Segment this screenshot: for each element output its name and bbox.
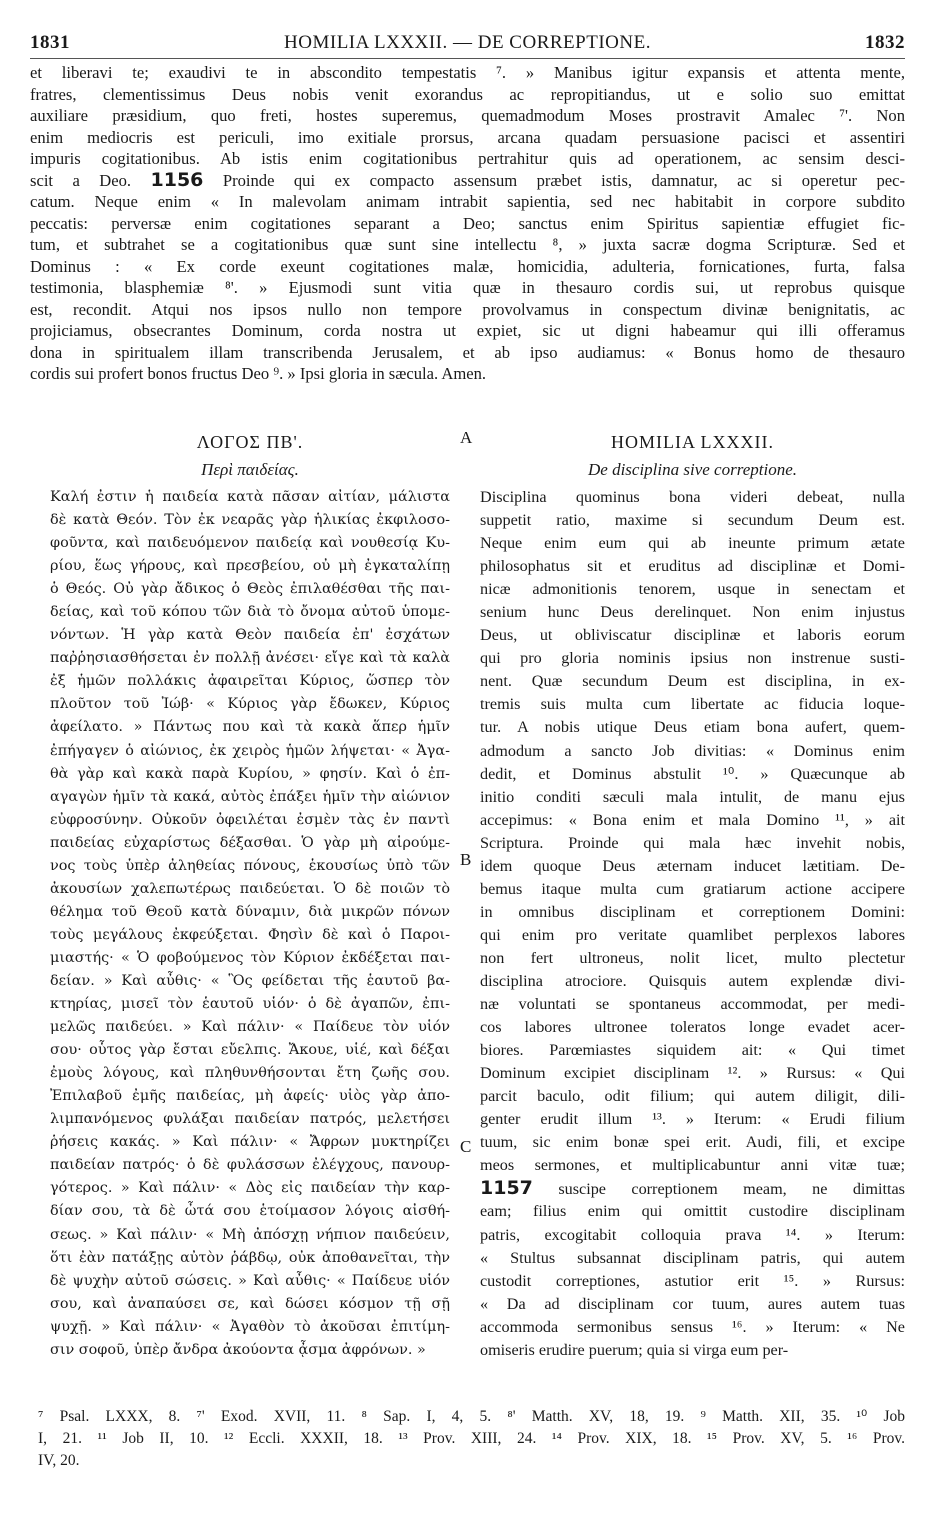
running-header	[30, 32, 905, 60]
text-fragment: Proinde qui ex compacto assensum præbet istis, damnatur, ac si operetur pec-	[203, 170, 906, 190]
text-line: ὁ Θεός. Οὐ γὰρ ἄδικος ὁ Θεὸς ἐπιλαθέσθαι τῆς παι-	[50, 581, 450, 598]
text-line: testimonia, blasphemiæ ⁸'. » Ejusmodi sunt vitia quæ in thesauro cordis sui, ut reprobus quisque	[30, 278, 905, 297]
text-line: accommoda sermonibus sensus ¹⁶. » Iterum: « Ne	[480, 1317, 905, 1336]
text-fragment: suscipe correptionem meam, ne dimittas	[558, 1180, 905, 1199]
text-line: cordis sui profert bonos fructus Deo ⁹. » Ipsi gloria in sæcula. Amen.	[30, 364, 487, 383]
text-line: ὅτι ἐὰν πατάξῃς αὐτὸν ῥάβδῳ, οὐκ ἀποθανεῖται, τὴν	[50, 1249, 450, 1266]
text-line: δὲ κατὰ Θεόν. Τὸν ἐκ νεαρᾶς γὰρ ἡλικίας ἐκφιλοσο-	[50, 512, 450, 529]
text-line: custodit correptiones, astutior erit ¹⁵. » Rursus:	[480, 1271, 905, 1290]
text-line: qui enim pro veritate quamlibet perplexos labores	[480, 925, 905, 944]
text-line: « Stultus subsannat disciplinam patris, qui autem	[480, 1248, 905, 1267]
text-line: Disciplina quominus bona videri debeat, nulla	[480, 488, 905, 506]
text-line: biores. Parœmiastes siquidem ait: « Qui timet	[480, 1041, 905, 1060]
column-number-1157: 1157	[480, 1177, 533, 1200]
text-line: ἐπήγαγεν ὁ αἰώνιος, ἐκ χειρὸς ἡμῶν λήψεται· « Ἀγα-	[50, 742, 450, 759]
text-line: γότερος. » Καὶ πάλιν· « Δὸς εἰς παιδείαν τὴν καρ-	[50, 1180, 450, 1197]
text-line: accepimus: « Bona enim et mala Domino ¹¹, » ait	[480, 810, 905, 829]
text-fragment: scit a Deo.	[30, 170, 132, 190]
text-line: auxiliare præsidium, quo freti, hostes superemus, quemadmodum Moses prostravit Amalec ⁷'. Non	[30, 106, 905, 125]
page-number-left: 1831	[30, 32, 70, 53]
text-line: σεως. » Καὶ πάλιν· « Μὴ ἀπόσχῃ νήπιον παιδεύειν,	[50, 1226, 450, 1243]
text-line: tur. A nobis utique Deus etiam bona aufert, quem-	[480, 718, 905, 737]
text-line: ἀκουσίων χαλεπωτέρως παιδεύεται. Ὁ δὲ ποιῶν τὸ	[50, 880, 450, 897]
text-line: δείαν. » Καὶ αὖθις· « Ὃς φείδεται τῆς ἑαυτοῦ βα-	[50, 972, 450, 989]
latin-heading: HOMILIA LXXXII.	[611, 432, 774, 452]
text-line: disciplina atrociore. Quisquis autem explendæ divi-	[480, 971, 905, 990]
section-marker-a: A	[460, 428, 473, 447]
text-line: σιν σοφοῦ, ὑπὲρ ἄνδρα ἀκούοντα ᾆσμα ἀφρόνων. »	[50, 1341, 426, 1358]
text-line: θέλημα τοῦ Θεοῦ κατὰ δύναμιν, διὰ μικρῶν πόνων	[50, 903, 450, 920]
greek-column	[50, 432, 450, 1362]
text-line: παῤῥησιασθήσεται ἐν πολλῇ ἀνέσει· εἴγε καὶ τὰ καλὰ	[50, 650, 450, 667]
text-line: initio conditi sæculi mala intulit, de manu ejus	[480, 787, 905, 806]
text-line: Neque enim eum qui ab ineunte primum ætate	[480, 534, 905, 553]
text-line: παιδείαν πατρός· ὁ δὲ φυλάσσων ἐλέγχους, πανουρ-	[50, 1157, 450, 1174]
latin-body	[480, 486, 905, 1362]
text-line: omiseris erudire puerum; quia si virga eum per-	[480, 1340, 789, 1359]
text-line: ἐμοὺς λόγους, καὶ πληθυνθήσονται ἔτη ζωῆς σου.	[50, 1065, 450, 1082]
text-line: ἀφείλατο. » Πάντως που καὶ τὰ κακὰ ἅπερ ἡμῖν	[50, 719, 450, 736]
text-line: Dominus : « Ex corde exeunt cogitationes malæ, homicidia, adulteria, fornicationes, furta, falsa	[30, 256, 905, 276]
text-line: θὰ γὰρ καὶ κακὰ παρὰ Κυρίου, » φησίν. Καὶ ὁ ἐπ-	[50, 765, 450, 782]
footnote-line: I, 21. ¹¹ Job II, 10. ¹² Eccli. XXXII, 18. ¹³ Prov. XIII, 24. ¹⁴ Prov. XIX, 18. ¹⁵ Prov. XV, 5. ¹⁶ Prov.	[38, 1430, 905, 1447]
text-line: parcit baculo, odit filium; qui autem diligit, dili-	[480, 1087, 905, 1106]
text-line: eam; filius enim qui omittit custodire disciplinam	[480, 1202, 905, 1221]
text-line: κτηρίας, μισεῖ τὸν ἑαυτοῦ υἱόν· ὁ δὲ ἀγαπῶν, ἐπι-	[50, 996, 450, 1013]
text-line: impuris cogitationibus. Ab istis enim cogitationibus pertrahitur quis ad operationem, ac sensim desci-	[30, 149, 905, 168]
text-line: bemus itaque multa cum gratiarum actione accipere	[480, 879, 905, 898]
footnote-line: IV, 20.	[38, 1452, 80, 1469]
page-number-right: 1832	[865, 32, 905, 53]
text-line: νόντων. Ἡ γὰρ κατὰ Θεὸν παιδεία ἐπ' ἐσχάτων	[50, 627, 450, 644]
text-line: idem quoque Deus æternam inducet lætitiam. De-	[480, 856, 905, 875]
running-title: HOMILIA LXXXII. — DE CORREPTIONE.	[284, 32, 651, 53]
text-line: senium hunc Deus derelinquet. Non enim injustus	[480, 603, 905, 622]
text-line: Ἐπιλαβοῦ ἐμῆς παιδείας, μὴ ἀφείς· υἱὸς γὰρ ἀπο-	[50, 1088, 450, 1105]
text-line: πλοῦτον τοῦ Ἰώβ· « Κύριος γὰρ ἔδωκεν, Κύριος	[50, 696, 450, 713]
text-line: tuum, sic enim bonæ spei erit. Audi, fili, et excipe	[480, 1133, 905, 1152]
text-line: catum. Neque enim « In malevolam animam intrabit sapientia, sed nec habitabit in corpore subdito	[30, 192, 905, 211]
greek-heading: ΛΟΓΟΣ ΠΒ'.	[196, 432, 304, 452]
text-line: παιδείας εὐχαρίστως δέξασθαι. Ὁ γὰρ μὴ αἱρούμε-	[50, 834, 450, 851]
text-line: αγαγὼν ἡμῖν τὰ κακά, αὐτὸς ἐπάξει ἡμῖν τὴν αἰώνιον	[50, 788, 450, 805]
text-line: δίαν σου, τὰ δὲ ὦτά σου ἑτοίμασον λόγοις αἰσθή-	[50, 1203, 450, 1220]
section-marker-c: C	[460, 1137, 472, 1156]
text-line: qui pro gloria nominis ipsius non instrenue susti-	[480, 649, 905, 668]
text-line: Scriptura. Proinde qui mala hæc invehit nobis,	[480, 833, 905, 852]
latin-column	[480, 432, 905, 1362]
text-line: μιαστής· « Ὁ φοβούμενος τὸν Κύριον ἐκδέξεται παι-	[50, 949, 450, 966]
text-line: projiciamus, obsecrantes Dominum, corda nostra ut expiet, sic ut digni habeamur qui illi offeramus	[30, 321, 905, 340]
header-rule	[30, 58, 905, 59]
text-line: meos sermones, et multiplicabuntur anni vitæ tuæ;	[480, 1156, 905, 1175]
footnotes	[38, 1406, 905, 1472]
text-line: Dominum excipiet disciplinam ¹². » Rursus: « Qui	[480, 1064, 905, 1083]
latin-subheading: De disciplina sive correptione.	[588, 460, 797, 479]
text-line: εὐφροσύνην. Οὐκοῦν ὀφειλέται ἐσμὲν τὰς ἐν παντὶ	[50, 811, 450, 828]
text-line: λιμπανόμενος φυλάξαι παιδείαν πατρός, μελετήσει	[50, 1111, 450, 1128]
text-line: μελῶς παιδεύει. » Καὶ πάλιν· « Παίδευε τὸν υἱόν	[50, 1019, 450, 1036]
text-line: cos labores ultronee toleratos longe evadet acer-	[480, 1018, 905, 1037]
text-line: enim mediocris est periculi, imo exitiale prorsus, arcana quadam persuasione pacisci et assentiri	[30, 127, 905, 147]
text-line: ἐξ ἡμῶν πολλάκις ἀφαιρεῖται Κύριος, ὥσπερ τὸν	[50, 673, 450, 690]
text-line-with-margin-number	[30, 170, 905, 192]
text-line: peccatis: perversæ enim cogitationes separant a Deo; sanctus enim Spiritus sapientiæ effugiet fic-	[30, 213, 905, 233]
text-line: philosophatus sit et eruditus ad disciplinæ et Domi-	[480, 557, 905, 576]
greek-subheading: Περὶ παιδείας.	[201, 460, 299, 479]
text-line: τοὺς μεγάλους ἐκφεύξεται. Φησὶν δὲ καὶ ὁ Παροι-	[50, 926, 450, 943]
text-line: φοῦντα, καὶ παιδευόμενον παιδείᾳ καὶ νουθεσίᾳ Κυ-	[50, 535, 450, 552]
text-line: nicæ admonitionis tenorem, usque in senectam et	[480, 580, 905, 599]
text-line: est, recondit. Atqui nos ipsos nullo non tempore provolvamus in conspectum divinæ benignitatis, ac	[30, 299, 905, 319]
text-line: suppetit ratio, maxime si secundum Deum est.	[480, 511, 905, 530]
text-line: tum, et subtrahet se a cogitationibus quæ sunt sine intellectu ⁸, » juxta sacræ dogma Scripturæ. Sed et	[30, 235, 905, 254]
text-line: ῥήσεις κακάς. » Καὶ πάλιν· « Ἄφρων μυκτηρίζει	[50, 1134, 450, 1151]
greek-body	[50, 486, 450, 1362]
text-line: non fert ultroneus, nolit licet, multo plectetur	[480, 948, 905, 967]
text-line: Deus, ut obliviscatur disciplinæ et laboris eorum	[480, 626, 905, 645]
text-line: ψυχῇ. » Καὶ πάλιν· « Ἀγαθὸν τὸ ἀκοῦσαι ἐπιτίμη-	[50, 1318, 450, 1335]
text-line: dona in spiritualem illam transcribenda Jerusalem, et ab ipso audiamus: « Bonus homo de thesauro	[30, 342, 905, 362]
text-line: « Da ad disciplinam cor tuum, aures autem tuas	[480, 1294, 905, 1313]
text-line: admodum a sancto Job divitias: « Dominus enim	[480, 741, 905, 760]
text-line: δὲ ψυχὴν αὐτοῦ σώσεις. » Καὶ αὖθις· « Παίδευε υἱόν	[50, 1272, 450, 1289]
text-line: Καλή ἐστιν ἡ παιδεία κατὰ πᾶσαν αἰτίαν, μάλιστα	[50, 489, 450, 505]
column-number-1156: 1156	[150, 168, 204, 191]
text-line: nent. Quæ secundum Deum est disciplina, in ex-	[480, 672, 905, 691]
text-line: næ voluntati se spontaneus accommodat, per medi-	[480, 995, 905, 1014]
text-line: νος τοὺς ὑπὲρ ἀληθείας πόνους, ἑκουσίως ὑπὸ τῶν	[50, 857, 450, 874]
text-line	[480, 1177, 905, 1200]
section-marker-b: B	[460, 850, 472, 869]
text-line: δείας, καὶ τοῦ κόπου τῶν διὰ τὸ ὄνομα αὐτοῦ ὑπομε-	[50, 604, 450, 621]
text-line: ρίου, ἕως γήρους, καὶ πρεσβείου, οὐ μὴ ἐγκαταλίπῃ	[50, 558, 450, 575]
footnote-line: ⁷ Psal. LXXX, 8. ⁷' Exod. XVII, 11. ⁸ Sap. I, 4, 5. ⁸' Matth. XV, 18, 19. ⁹ Matth. XII, 35. ¹⁰ Job	[38, 1408, 905, 1425]
text-line: σου· οὗτος γὰρ ἔσται εὔελπις. Ἄκουε, υἱέ, καὶ δέξαι	[50, 1042, 450, 1059]
text-line: patris, excogitabit colloquia prava ¹⁴. » Iterum:	[480, 1225, 905, 1244]
text-line: tremis suis multa cum libertate ac fiducia loque-	[480, 695, 905, 714]
top-paragraph	[30, 62, 905, 385]
text-line: fratres, clementissimus Deus nobis venit exorandus ac repropitiandus, ut e solio suo emittat	[30, 84, 905, 104]
text-line: genter erudit illum ¹³. » Iterum: « Erudi filium	[480, 1110, 905, 1129]
text-line: et liberavi te; exaudivi te in abscondito tempestatis ⁷. » Manibus igitur expansis et attenta mente,	[30, 63, 905, 82]
text-line: in omnibus disciplinam et correptionem Domini:	[480, 902, 905, 921]
text-line: σου, καὶ ἀναπαύσει σε, καὶ δώσει κόσμον τῇ σῇ	[50, 1295, 450, 1312]
text-line: dedit, et Dominus abstulit ¹⁰. » Quæcunque ab	[480, 764, 905, 783]
